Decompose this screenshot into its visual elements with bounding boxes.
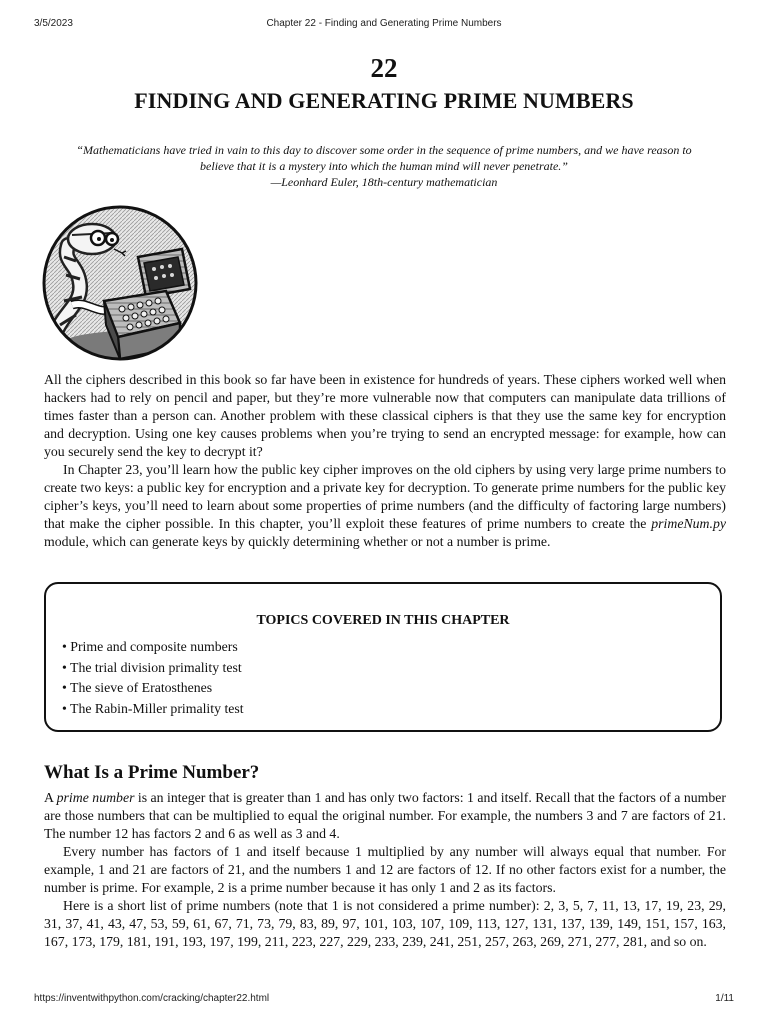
topics-box	[44, 582, 722, 732]
section-paragraph-3: Here is a short list of prime numbers (note that 1 is not considered a prime number): 2, 3, 5, 7, 11, 13, 17, 19, 23, 29, 31, 37, 41, 43, 47, 53, 59, 61, 67, 71, 73, 79, 83, 89, 97, 101, 103, 107, 109, 113, 127, 131, 137, 139, 149, 151, 157, 163, 167, 173, 179, 181, 191, 193, 197, 199, 211, 223, 227, 229, 233, 239, 241, 251, 257, 263, 269, 271, 277, 281, and so on.	[44, 898, 726, 949]
intro-section	[44, 371, 726, 551]
chapter-title: FINDING AND GENERATING PRIME NUMBERS	[134, 88, 634, 113]
snake-with-cipher-machine-icon	[42, 205, 198, 361]
topic-item: • Prime and composite numbers	[62, 639, 238, 654]
section-paragraph-2: Every number has factors of 1 and itself because 1 multiplied by any number will always equal that number. For example, 1 and 21 are factors of 21, and the numbers 1 and 12 are factors of 12. If no other factors exist for a number, the number is prime. For example, 2 is a prime number because it has only 1 and 2 as its factors.	[44, 844, 726, 895]
prime-number-term: prime number	[56, 790, 135, 805]
intro-paragraph-1: All the ciphers described in this book so far have been in existence for hundreds of years. These ciphers worked well when hackers had to rely on pencil and paper, but they’re more vulnerable now that computers can manipulate data trillions of times faster than a person can. Another problem with these classical ciphers is that they use the same key for encryption and decryption. Using one key causes problems when you’re trying to send an encrypted message: for example, how can you securely send the key to decrypt it?	[44, 372, 726, 459]
prime-number-section	[44, 789, 726, 951]
page-number: 1/11	[715, 993, 734, 1004]
intro-paragraph-2-text: In Chapter 23, you’ll learn how the public key cipher improves on the old ciphers by using very large prime numbers to create two keys: a public key for encryption and a private key for decryption. To generate prime numbers for the public key cipher’s keys, you’ll need to learn about some properties of prime numbers (and the difficulty of factoring large numbers) that make the cipher possible. In this chapter, you’ll exploit these features of prime numbers to create the	[44, 462, 726, 531]
topic-item: • The trial division primality test	[62, 659, 242, 675]
epigraph	[60, 142, 708, 190]
topic-item: • The sieve of Eratosthenes	[62, 680, 213, 695]
section-heading: What Is a Prime Number?	[44, 762, 260, 783]
topics-list	[62, 637, 244, 719]
print-footer	[34, 993, 734, 1007]
chapter-number: 22	[370, 53, 398, 83]
module-name: primeNum.py	[651, 516, 726, 531]
intro-paragraph-2	[44, 461, 726, 551]
topics-heading: TOPICS COVERED IN THIS CHAPTER	[256, 613, 510, 628]
print-doc-title: Chapter 22 - Finding and Generating Prime Numbers	[266, 18, 502, 29]
epigraph-quote: “Mathematicians have tried in vain to this day to discover some order in the sequence of prime numbers, and we have reason to believe that it is a mystery into which the human mind will never penetrate.”	[76, 143, 692, 173]
section-paragraph-1-text: is an integer that is greater than 1 and has only two factors: 1 and itself. Recall that the factors of a number are those numbers that can be multiplied to equal the original number. For example, the numbers 3 and 7 are factors of 21. The number 12 has factors 2 and 6 as well as 3 and 4.	[44, 790, 726, 841]
intro-paragraph-2-end: module, which can generate keys by quickly determining whether or not a number is prime.	[44, 534, 551, 549]
print-date: 3/5/2023	[34, 18, 73, 29]
topic-item: • The Rabin-Miller primality test	[62, 700, 244, 716]
print-url: https://inventwithpython.com/cracking/chapter22.html	[34, 993, 270, 1004]
section-paragraph-1	[44, 789, 726, 843]
section-paragraph-1-start: A	[44, 790, 57, 805]
epigraph-attribution: —Leonhard Euler, 18th-century mathematician	[270, 175, 498, 189]
print-header	[34, 18, 734, 32]
